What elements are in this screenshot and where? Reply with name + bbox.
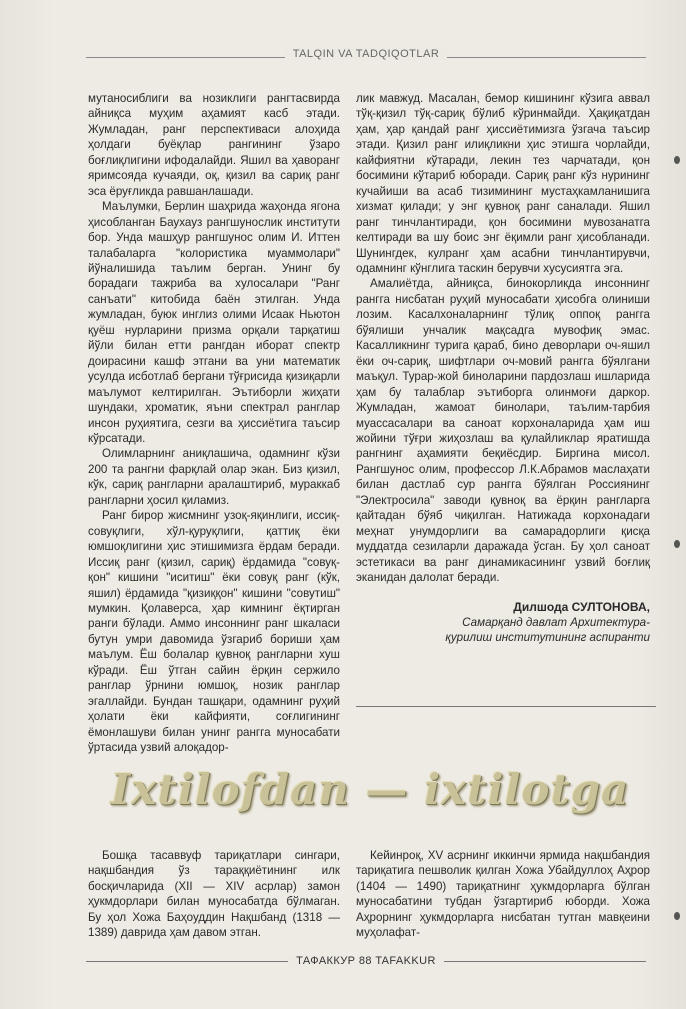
binding-hole (674, 912, 680, 920)
page-header (86, 44, 646, 64)
author-affiliation: қурилиш институтининг аспиранти (445, 631, 650, 645)
section-title: TALQIN VA TADQIQOTLAR (285, 48, 448, 60)
paragraph: Олимларнинг аниқлашича, одамнинг кўзи 200 та рангни фарқлай олар экан. Биз қизил, кўк, сариқ рангларни аралаштириб, мураккаб рангларни ҳосил қиламиз. (88, 447, 340, 507)
article2-column-right (356, 848, 650, 941)
author-signature (356, 600, 650, 646)
page-number: ТАФАККУР 88 TAFAKKUR (288, 955, 444, 967)
paragraph: Бошқа тасаввуф тариқатлари сингари, нақшбандия ўз тараққиётининг илк босқичларида (XII — XIV асрлар) замон ҳукмдорлари билан муносабатда бўлмаган. Бу ҳол Хожа Баҳоуддин Нақшбанд (1318 — 1389) даврида ҳам давом этган. (88, 849, 340, 940)
article-heading: Ixtilofdan — ixtilotga (110, 765, 630, 814)
binding-hole (674, 156, 680, 164)
binding-hole (674, 540, 680, 548)
author-name: Дилшода СУЛТОНОВА, (513, 599, 650, 614)
article-column-right (356, 91, 650, 646)
page-footer (86, 951, 646, 971)
article-end-rule (356, 706, 656, 707)
paragraph: Ранг бирор жисмнинг узоқ-яқинлиги, иссиқ-совуқлиги, хўл-қуруқлиги, қаттиқ ёки юмшоқлигини ҳис этишимизга ёрдам беради. Иссиқ ранг (қизил, сариқ) ёрдамида "совуқ-қон" кишини "иситиш" ёки совуқ ранг (кўк, яшил) ёрдамида "қизиққон" кишини "совутиш" мумкин. Қолаверса, ҳар кимнинг ёқтирган ранги бўлади. Аммо инсоннинг ранг шкаласи бутун умри давомида ўзгариб бориши ҳам маълум. Ёш болалар қувноқ рангларни хуш кўради. Ёш ўтган сайин ёрқин сержило ранглар ўрнини юмшоқ, нозик ранглар эгаллайди. Бундан ташқари, одамнинг руҳий ҳолати ёки кайфияти, соғлигининг ёмонлашуви билан унинг рангга муносабати ўртасида узвий алоқадор- (88, 509, 340, 755)
paragraph: Амалиётда, айниқса, бинокорликда инсоннинг рангга нисбатан руҳий муносабати ҳисобга олиниши лозим. Касалхоналарнинг тўлиқ оппоқ рангга бўялиши унчалик мақсадга мувофиқ эмас. Касалликнинг турига қараб, бино деворлари оч-яшил ёки оч-сариқ, шифтлари оч-мовий рангга бўялгани маъқул. Турар-жой биноларини пардозлаш ишларида ҳам бу талаблар эътиборга олинмоғи даркор. Жумладан, жамоат бинолари, таълим-тарбия муассасалари ва саноат корхоналарида ҳам иш жойини тўғри жиҳозлаш ва қулайликлар яратишда рангнинг аҳамияти беқиёсдир. Биргина мисол. Рангшунос олим, профессор Л.К.Абрамов маслаҳати билан дастлаб сур рангга бўялган Россиянинг "Электросила" заводи қувноқ ва ёрқин рангларга қайтадан бўяб чиқилган. Натижада корхонадаги меҳнат унумдорлиги ва самарадорлиги қисқа муддатда сезиларли даражада ўсган. Бу ҳол саноат эстетикаси ва ранг динамикасининг узвий боғлиқ эканидан далолат беради. (356, 277, 650, 585)
article-column-left (88, 91, 340, 755)
article2-column-left (88, 848, 340, 941)
paragraph: Кейинроқ, XV асрнинг иккинчи ярмида нақшбандия тариқатига пешволик қилган Хожа Убайдуллоҳ Аҳрор (1404 — 1490) тариқатнинг ҳукмдорларга бўлган муносабатини тубдан ўзгартириб юборди. Хожа Аҳрорнинг ҳукмдорларга нисбатан тутган мавқеини муҳолафат- (356, 849, 650, 940)
paragraph: мутаносиблиги ва нозиклиги рангтасвирда айниқса муҳим аҳамият касб этади. Жумладан, ранг перспективаси алоҳида ҳолдаги буёқлар рангининг ўзаро боғлиқлигини ифодалайди. Яшил ва ҳаворанг яримсояда кучаяди, оқ, қизил ва сариқ ранг эса ёруғликда равшанлашади. (88, 92, 340, 198)
paragraph: Маълумки, Берлин шаҳрида жаҳонда ягона ҳисобланган Баухауз рангшунослик институти бор. Унда машҳур рангшунос олим И. Иттен талабаларга "колористика муаммолари" йўналишида таълим берган. Унинг бу борадаги тажриба ва хулосалари "Ранг санъати" китобида баён этилган. Унда жумладан, буюк инглиз олими Исаак Ньютон қуёш нурларини призма орқали тарқатиш йўли билан етти рангдан иборат спектр доирасини кашф этгани ва уни математик усулда исботлаб бергани тўғрисида қизиқарли маълумот келтирилган. Эътиборли жиҳати шундаки, хроматик, яъни спектрал ранглар инсон руҳиятига, сезги ва ҳиссиётига таъсир кўрсатади. (88, 200, 340, 445)
paragraph: лик мавжуд. Масалан, бемор кишининг кўзига аввал тўқ-қизил тўқ-сариқ бўлиб кўринмайди. Ҳақиқатдан ҳам, ҳар қандай ранг ҳиссиётимизга ўзгача таъсир этади. Қизил ранг илиқликни ҳис этишга чорлайди, кайфиятни кўтаради, лекин тез чарчатади, қон босимини кўтариб юборади. Сариқ ранг кўз нурининг кучайиши ва асаб тизимининг мустаҳкамланишига хизмат қилади; у энг қувноқ ранг саналади. Яшил ранг тинчлантиради, қон босимини мувозанатга келтиради ва шу боис энг ёқимли ранг ҳисобланади. Шунингдек, кулранг ҳам асабни тинчлантирувчи, одамнинг кўнглига таскин берувчи хусусиятга эга. (356, 92, 650, 275)
author-affiliation: Самарқанд давлат Архитектура- (462, 615, 650, 629)
